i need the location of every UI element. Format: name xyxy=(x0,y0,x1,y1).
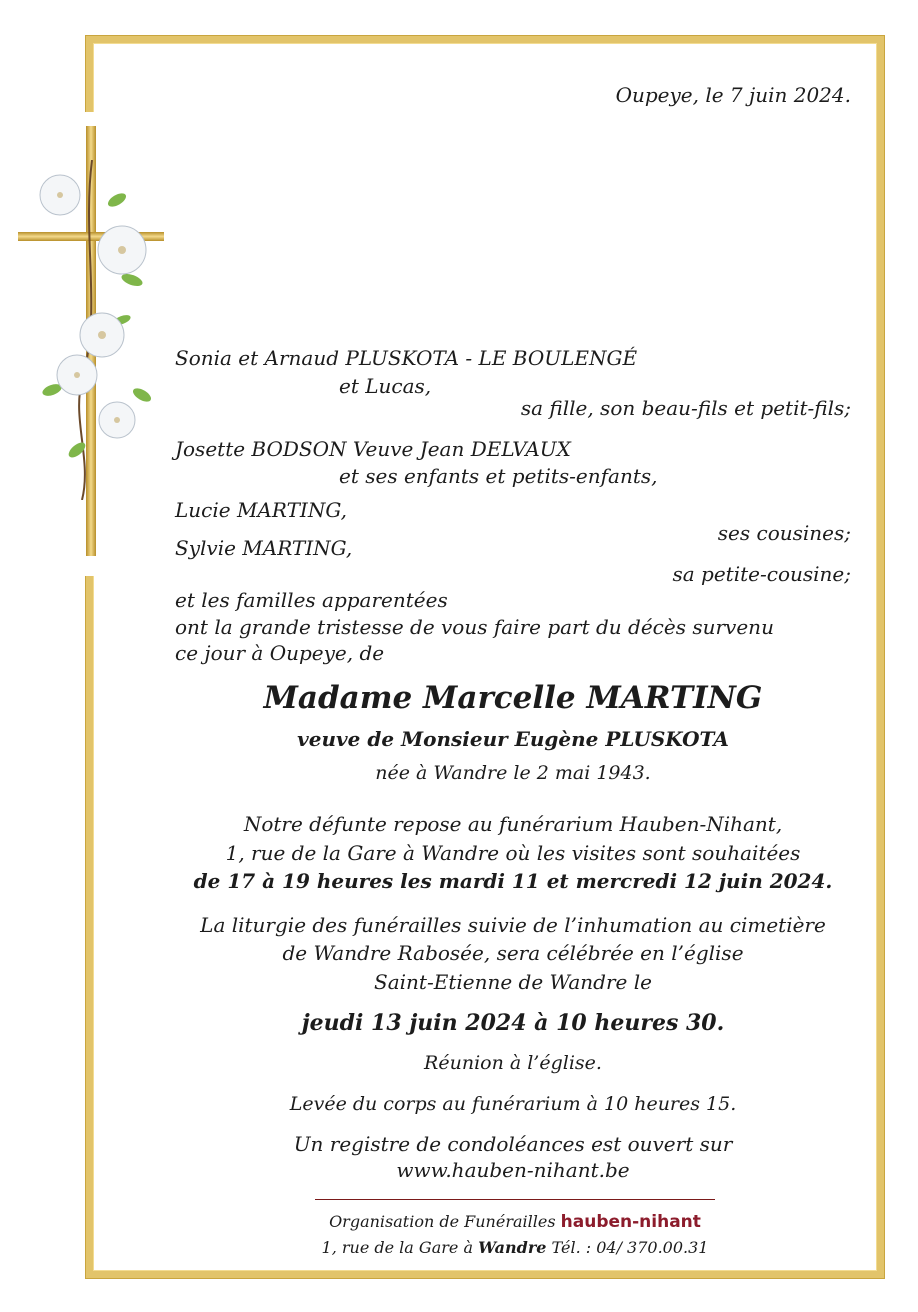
place-date: Oupeye, le 7 juin 2024. xyxy=(615,83,851,107)
footer-address-prefix: 1, rue de la Gare à xyxy=(321,1238,473,1257)
footer-town: Wandre xyxy=(478,1238,547,1257)
family-line-4: Josette BODSON Veuve Jean DELVAUX xyxy=(175,437,571,461)
family-relation-3: sa petite-cousine; xyxy=(672,562,851,586)
family-line-12: ce jour à Oupeye, de xyxy=(175,641,385,665)
family-line-8: Sylvie MARTING, xyxy=(175,536,353,560)
family-line-2: et Lucas, xyxy=(339,374,432,398)
liturgy-line-3: Saint-Etienne de Wandre le xyxy=(374,970,652,994)
liturgy-line-2: de Wandre Rabosée, sera célébrée en l’église xyxy=(282,941,744,965)
footer-organisation xyxy=(200,1212,830,1232)
ceremony-date: jeudi 13 juin 2024 à 10 heures 30. xyxy=(301,1010,725,1036)
deceased-name: Madame Marcelle MARTING xyxy=(263,680,763,716)
levee-note: Levée du corps au funérarium à 10 heures 15. xyxy=(289,1093,737,1115)
family-line-11: ont la grande tristesse de vous faire part du décès survenu xyxy=(175,615,774,639)
family-relation-1: sa fille, son beau-fils et petit-fils; xyxy=(520,396,851,420)
visit-line-1: Notre défunte repose au funérarium Hauben-Nihant, xyxy=(243,812,783,836)
family-relation-2: ses cousines; xyxy=(717,521,851,545)
registry-line-1: Un registre de condoléances est ouvert sur xyxy=(293,1132,733,1156)
footer-address xyxy=(200,1238,830,1257)
deceased-spouse: veuve de Monsieur Eugène PLUSKOTA xyxy=(297,727,729,751)
family-line-10: et les familles apparentées xyxy=(175,588,448,612)
liturgy-line-1: La liturgie des funérailles suivie de l’inhumation au cimetière xyxy=(200,913,826,937)
flower-garland-icon xyxy=(22,160,162,500)
family-line-1: Sonia et Arnaud PLUSKOTA - LE BOULENGÉ xyxy=(175,346,638,370)
meeting-note: Réunion à l’église. xyxy=(424,1052,602,1074)
brand-logo: hauben-nihant xyxy=(560,1212,701,1232)
deceased-birth: née à Wandre le 2 mai 1943. xyxy=(375,762,651,784)
footer-divider xyxy=(315,1199,715,1200)
family-line-6: Lucie MARTING, xyxy=(175,498,347,522)
visit-line-2: 1, rue de la Gare à Wandre où les visites sont souhaitées xyxy=(225,841,801,865)
visit-hours: de 17 à 19 heures les mardi 11 et mercredi 12 juin 2024. xyxy=(193,869,833,893)
family-line-5: et ses enfants et petits-enfants, xyxy=(339,464,658,488)
registry-url[interactable]: www.hauben-nihant.be xyxy=(396,1158,630,1182)
footer-phone: Tél. : 04/ 370.00.31 xyxy=(551,1238,709,1257)
footer-org-prefix: Organisation de Funérailles xyxy=(329,1212,556,1231)
